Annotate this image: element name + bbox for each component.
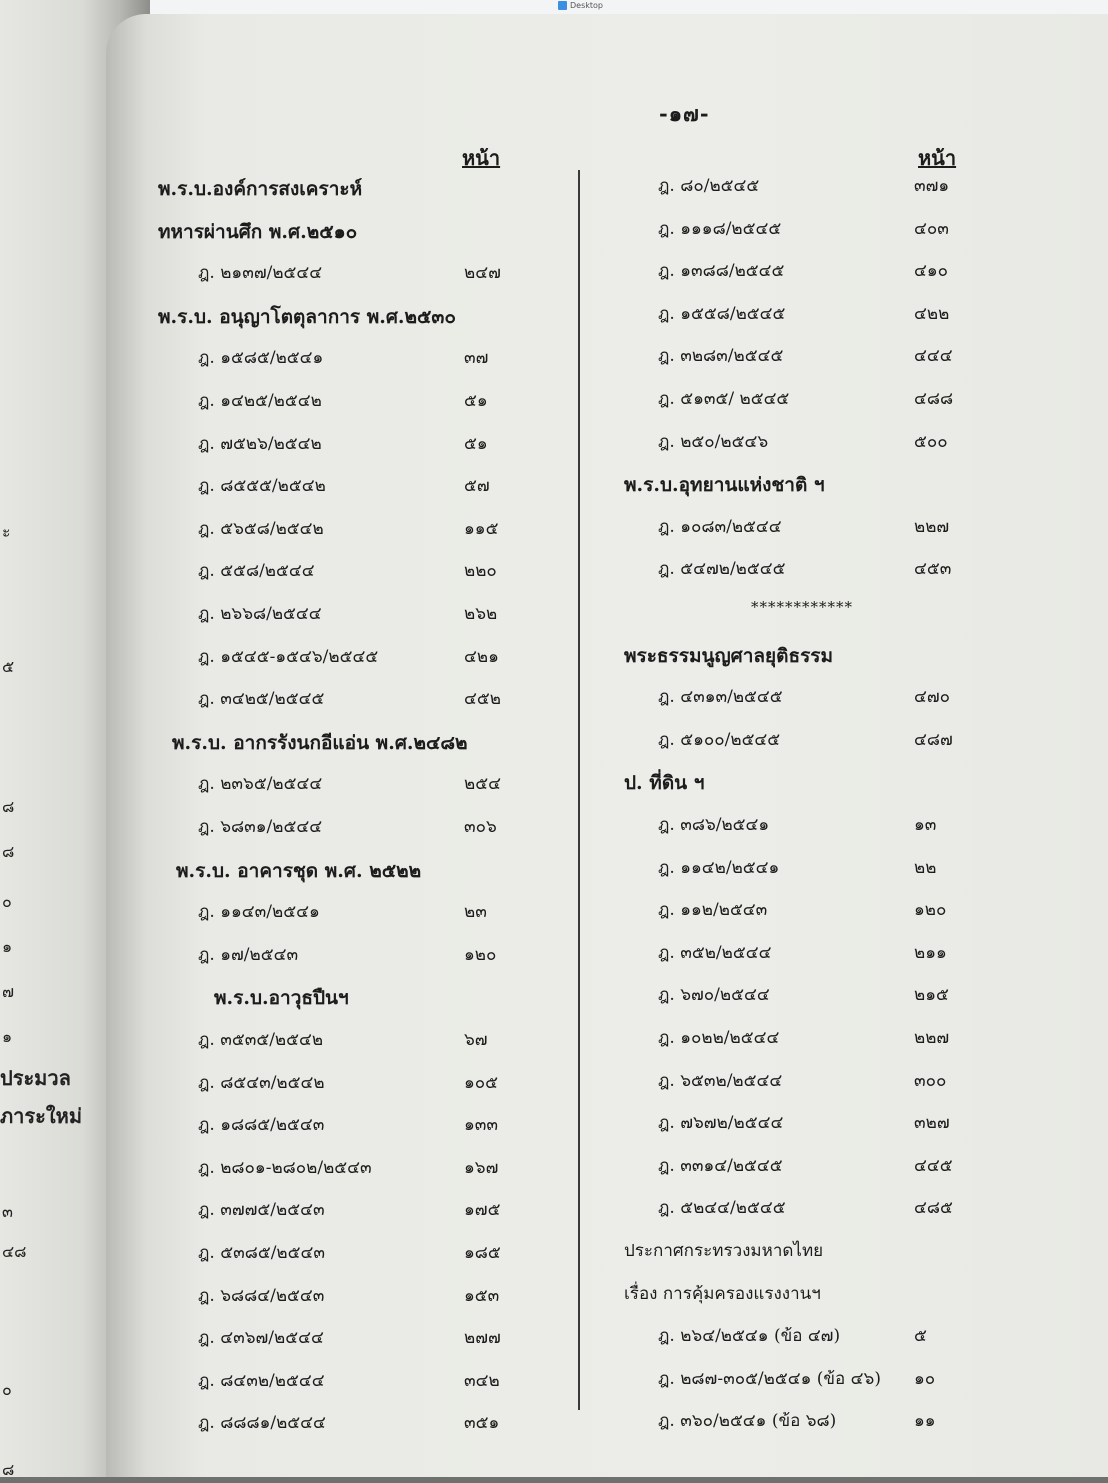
margin-text: ๕ [2,657,15,676]
case-entry: ฎ. ๑๐๒๒/๒๕๔๔ [658,1028,780,1048]
case-entry: ฎ. ๘๘๘๑/๒๕๔๔ [198,1413,326,1434]
margin-text: ๔๘ [2,1242,27,1261]
page-ref: ๒๔๗ [464,263,501,284]
page-ref: ๔๘๕ [914,1198,953,1219]
section-heading: พ.ร.บ. อนุญาโตตุลาการ พ.ศ.๒๕๓๐ [158,305,456,328]
page-ref: ๑๓ [914,815,937,835]
margin-text: ๓ [2,1202,13,1221]
page-ref: ๕๑ [464,391,488,411]
page-ref: ๑๒๐ [464,944,497,965]
case-entry: ฎ. ๔๓๑๓/๒๕๔๕ [658,687,783,708]
page-ref: ๓๗ [464,348,489,369]
page-ref: ๑๒๐ [914,900,947,921]
page-ref: ๒๒๗ [914,516,950,537]
page-ref: ๑๓๓ [464,1115,499,1136]
section-heading: พ.ร.บ.อาวุธปืนฯ [214,987,349,1010]
case-entry: ฎ. ๑๕๕๘/๒๕๔๕ [658,303,786,324]
case-entry: ฎ. ๓๕๒/๒๕๔๔ [658,942,772,963]
case-entry: ฎ. ๑๕๘๕/๒๕๔๑ [198,348,324,369]
case-entry: ฎ. ๓๕๓๕/๒๕๔๒ [198,1030,324,1050]
page-ref: ๒๓ [464,902,487,923]
case-entry: ฎ. ๒๕๐/๒๕๔๖ [658,431,769,452]
case-entry: ฎ. ๓๔๒๕/๒๕๔๕ [198,689,325,710]
margin-text: ๘ [2,842,15,861]
page-ref: ๒๕๔ [464,774,501,795]
margin-text: ๑ [2,937,13,956]
margin-text: ภาระใหม่ [0,1104,83,1128]
case-entry: ฎ. ๒๖๖๘/๒๕๔๔ [198,604,322,624]
section-heading: พ.ร.บ. อากรรังนกอีแอ่น พ.ศ.๒๔๘๒ [172,731,468,754]
case-entry: ฎ. ๓๗๗๕/๒๕๔๓ [198,1200,325,1221]
page-ref: ๓๐๐ [914,1070,947,1091]
section-heading: พ.ร.บ. อาคารชุด พ.ศ. ๒๕๒๒ [176,859,422,882]
page-ref: ๑๐๕ [464,1072,499,1093]
page-ref: ๑๖๗ [464,1157,499,1178]
page-ref: ๓๒๗ [914,1113,950,1134]
page-header-right: หน้า [918,146,957,170]
page-ref: ๔๔๔ [914,346,953,367]
page-ref: ๔๐๓ [914,218,949,239]
folder-icon [558,1,567,10]
case-entry: ฎ. ๘๐/๒๕๔๕ [658,176,760,196]
separator-stars: ************ [751,598,853,616]
case-entry: ฎ. ๑๑๒/๒๕๔๓ [658,900,768,921]
margin-text: ๑ [2,1027,13,1046]
section-heading: ป. ที่ดิน ฯ [624,772,705,795]
section-heading: พ.ร.บ.อุทยานแห่งชาติ ฯ [624,474,825,497]
case-entry: ฎ. ๕๒๔๔/๒๕๔๕ [658,1198,786,1219]
case-entry: ฎ. ๑๓๘๘/๒๕๔๕ [658,261,785,282]
case-entry: ฎ. ๓๓๑๔/๒๕๔๕ [658,1155,783,1176]
case-entry: ฎ. ๑๑๑๘/๒๕๔๕ [658,218,782,239]
page-ref: ๕๗ [464,476,490,497]
case-entry: ฎ. ๑๔๒๕/๒๕๔๒ [198,391,322,411]
section-heading: ประกาศกระทรวงมหาดไทย [624,1241,824,1261]
page-ref: ๒๒๗ [914,1028,950,1048]
page-ref: ๓๗๑ [914,176,950,196]
case-entry: ฎ. ๕๖๕๘/๒๕๔๒ [198,518,324,539]
case-entry: ฎ. ๒๓๖๕/๒๕๔๔ [198,774,323,795]
page-ref: ๖๗ [464,1030,488,1050]
page-ref: ๒๗๗ [464,1328,501,1349]
case-entry: ฎ. ๗๖๗๒/๒๕๔๔ [658,1113,784,1134]
margin-text: ๘ [2,797,15,816]
page-ref: ๔๑๐ [914,261,949,282]
case-entry: ฎ. ๕๑๓๕/ ๒๕๔๕ [658,389,790,409]
index-page [106,14,1108,1477]
page-ref: ๑๐ [914,1368,936,1389]
page-ref: ๒๖๒ [464,604,498,624]
page-number: -๑๗- [659,101,710,126]
case-entry: ฎ. ๕๑๐๐/๒๕๔๕ [658,729,781,750]
page-ref: ๓๕๑ [464,1413,500,1434]
case-entry: ฎ. ๑๕๔๕-๑๕๔๖/๒๕๔๕ [198,646,379,667]
margin-text: ๘ [2,1460,15,1479]
case-entry: ฎ. ๑๘๘๕/๒๕๔๓ [198,1115,325,1136]
case-entry: ฎ. ๖๘๘๔/๒๕๔๓ [198,1285,325,1306]
case-entry: ฎ. ๗๕๒๖/๒๕๔๒ [198,433,322,454]
margin-text: ๐ [2,1380,12,1399]
margin-text: ประมวล [0,1066,71,1090]
desktop-shortcut[interactable] [558,1,603,10]
case-entry: ฎ. ๓๖๐/๒๕๔๑ (ข้อ ๖๘) [658,1411,837,1432]
page-ref: ๒๒ [914,857,937,878]
desktop-label: Desktop [570,1,603,10]
page-ref: ๓๐๖ [464,817,497,837]
case-entry: ฎ. ๔๓๖๗/๒๕๔๔ [198,1328,324,1349]
case-entry: ฎ. ๘๕๔๓/๒๕๔๒ [198,1072,325,1093]
page-ref: ๒๒๐ [464,561,497,582]
case-entry: ฎ. ๒๑๓๗/๒๕๔๔ [198,263,323,284]
case-entry: ฎ. ๓๘๖/๒๕๔๑ [658,815,770,835]
case-entry: ฎ. ๖๘๓๑/๒๕๔๔ [198,817,323,837]
page-ref: ๔๗๐ [914,687,951,708]
case-entry: ฎ. ๒๘๐๑-๒๘๐๒/๒๕๔๓ [198,1157,372,1178]
page-ref: ๑๘๕ [464,1243,501,1263]
margin-text: ะ [2,522,11,541]
case-entry: ฎ. ๑๗/๒๕๔๓ [198,944,299,965]
page-ref: ๔๘๗ [914,729,953,750]
page-ref: ๔๒๑ [464,646,499,667]
page-ref: ๕ [914,1326,927,1347]
page-ref: ๕๐๐ [914,431,948,452]
page-ref: ๔๕๓ [914,559,952,580]
page-ref: ๑๗๕ [464,1200,501,1221]
case-entry: ฎ. ๒๖๔/๒๕๔๑ (ข้อ ๔๗) [658,1326,841,1347]
page-ref: ๑๕๓ [464,1285,500,1306]
page-ref: ๔๒๒ [914,303,950,324]
page-header-left: หน้า [462,146,501,170]
taskbar-strip [80,0,1108,14]
page-ref: ๓๔๒ [464,1370,500,1391]
case-entry: ฎ. ๕๕๘/๒๕๔๔ [198,561,315,582]
margin-text: ๐ [2,892,12,911]
section-heading: ทหารผ่านศึก พ.ศ.๒๕๑๐ [158,220,358,243]
case-entry: ฎ. ๑๑๔๓/๒๕๔๑ [198,902,320,923]
case-entry: ฎ. ๖๕๓๒/๒๕๔๔ [658,1070,783,1091]
page-ref: ๒๑๑ [914,942,947,963]
page-ref: ๒๑๕ [914,985,949,1006]
margin-text: ๗ [2,982,15,1001]
case-entry: ฎ. ๕๔๗๒/๒๕๔๕ [658,559,786,580]
page-ref: ๑๑ [914,1411,936,1432]
page-ref: ๔๘๘ [914,389,954,409]
section-heading: เรื่อง การคุ้มครองแรงงานฯ [624,1283,821,1304]
case-entry: ฎ. ๘๔๓๒/๒๕๔๔ [198,1370,325,1391]
column-divider [578,170,580,1410]
case-entry: ฎ. ๑๐๘๓/๒๕๔๔ [658,516,782,537]
page-ref: ๔๕๒ [464,689,501,710]
page-ref: ๕๑ [464,433,488,454]
case-entry: ฎ. ๘๕๕๕/๒๕๔๒ [198,476,326,497]
section-heading: พระธรรมนูญศาลยุติธรรม [624,644,834,667]
page-ref: ๑๑๕ [464,518,499,539]
case-entry: ฎ. ๖๗๐/๒๕๔๔ [658,985,770,1006]
case-entry: ฎ. ๓๒๘๓/๒๕๔๕ [658,346,784,367]
section-heading: พ.ร.บ.องค์การสงเคราะห์ [158,178,363,200]
page-ref: ๔๔๕ [914,1155,953,1176]
case-entry: ฎ. ๕๓๘๕/๒๕๔๓ [198,1243,325,1263]
case-entry: ฎ. ๑๑๔๒/๒๕๔๑ [658,857,780,878]
case-entry: ฎ. ๒๘๗-๓๐๕/๒๕๔๑ (ข้อ ๔๖) [658,1368,881,1389]
